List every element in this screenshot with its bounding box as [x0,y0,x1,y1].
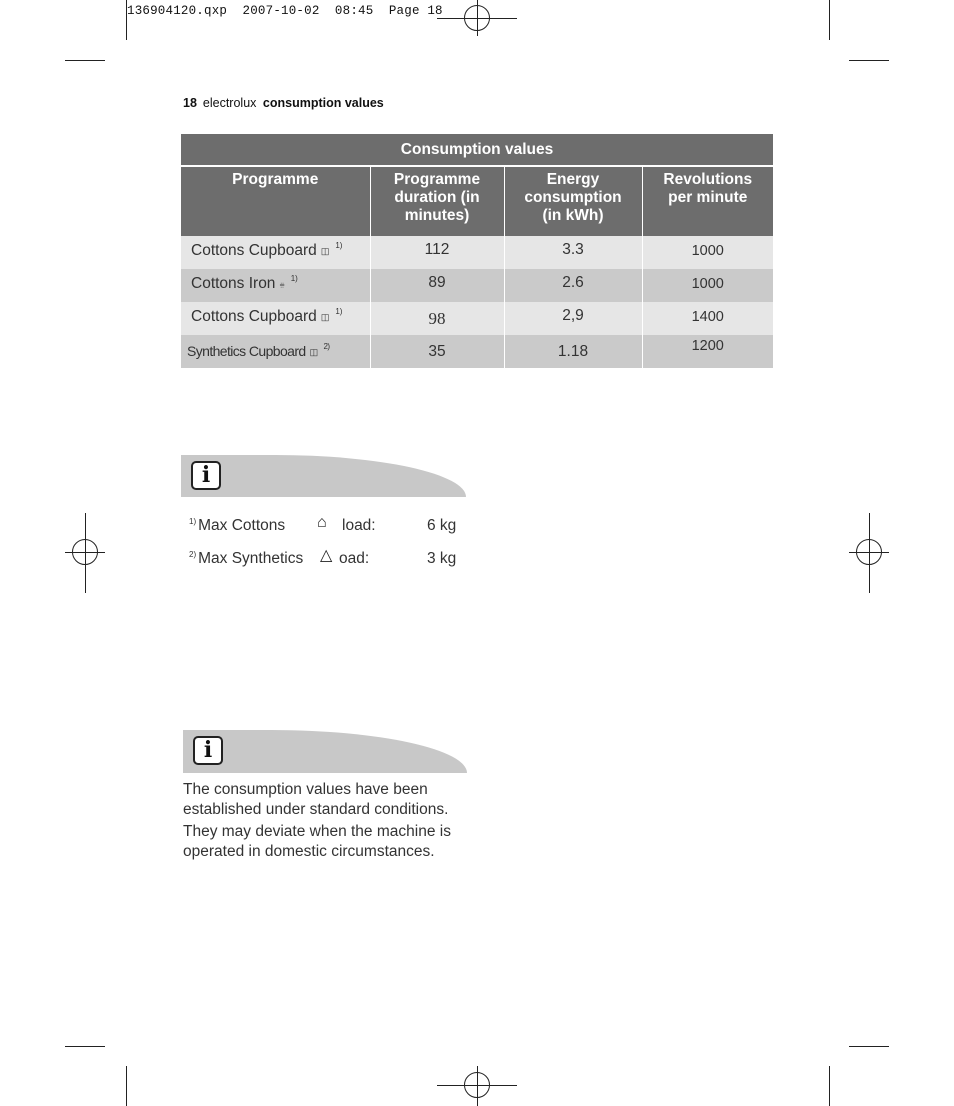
table-row [181,236,773,269]
rpm-cell: 1400 [642,302,773,335]
info-paragraph: They may deviate when the machine is operated in domestic circumstances. [183,823,451,860]
registration-circle [464,5,490,31]
duration-cell: 98 [370,302,504,335]
programme-cell [181,236,370,269]
footnote-mark: 2) [189,550,197,559]
iron-icon: ⩷ [279,279,285,289]
info-banner [181,455,466,497]
load-note-value: 6 kg [427,517,457,534]
consumption-table [181,134,773,368]
footnote-mark: 1) [335,307,343,316]
programme-cell [181,335,370,368]
footnote-mark: 2) [323,342,330,351]
crop-mark [126,1066,127,1106]
programme-name: Synthetics Cupboard [187,343,306,359]
load-note-suffix: oad: [339,550,370,567]
load-note-text: Max Cottons [198,517,286,534]
cupboard-icon: ◫ [320,246,330,256]
print-header: 136904120.qxp 2007-10-02 08:45 Page 18 [127,4,443,18]
programme-cell [181,302,370,335]
energy-cell: 2,9 [504,302,642,335]
programme-name: Cottons Iron [191,275,276,292]
cupboard-icon: ◫ [309,347,318,357]
energy-cell: 2.6 [504,269,642,302]
load-note-suffix: load: [342,517,376,534]
duration-cell: 89 [370,269,504,302]
load-note-value: 3 kg [427,550,457,567]
table-caption: Consumption values [181,134,773,166]
column-header: Programme [181,166,370,236]
column-header: Revolutions per minute [642,166,773,236]
page-number: 18 [183,96,197,110]
registration-circle [464,1072,490,1098]
registration-circle [72,539,98,565]
column-header: Programme duration (in minutes) [370,166,504,236]
energy-cell: 1.18 [504,335,642,368]
programme-cell [181,269,370,302]
rpm-cell: 1000 [642,236,773,269]
table-row [181,269,773,302]
crop-mark [126,0,127,40]
rpm-cell: 1000 [642,269,773,302]
table-row [181,302,773,335]
load-note-text: Max Synthetics [198,550,304,567]
info-paragraph: The consumption values have been established under standard conditions. [183,781,449,818]
crop-mark [849,60,889,61]
synthetics-symbol-icon: △ [320,547,333,564]
info-icon: i [191,461,221,490]
crop-mark [829,0,830,40]
footnote-mark: 1) [290,274,298,283]
programme-name: Cottons Cupboard [191,242,317,259]
crop-mark [829,1066,830,1106]
duration-cell: 35 [370,335,504,368]
rpm-cell: 1200 [642,335,773,368]
cupboard-icon: ◫ [320,312,330,322]
column-header: Energy consumption (in kWh) [504,166,642,236]
energy-cell: 3.3 [504,236,642,269]
info-banner [183,730,467,773]
footnote-mark: 1) [335,241,343,250]
crop-mark [65,60,105,61]
footnote-mark: 1) [189,517,197,526]
programme-name: Cottons Cupboard [191,308,317,325]
cotton-symbol-icon: ⌂ [317,514,327,531]
section-title: consumption values [262,96,384,110]
page-header [183,96,384,110]
registration-circle [856,539,882,565]
brand-name: electrolux [202,96,257,110]
info-icon: i [193,736,223,765]
table-row [181,335,773,368]
load-note [189,514,469,537]
duration-cell: 112 [370,236,504,269]
crop-mark [849,1046,889,1047]
load-note [189,547,469,570]
crop-mark [65,1046,105,1047]
